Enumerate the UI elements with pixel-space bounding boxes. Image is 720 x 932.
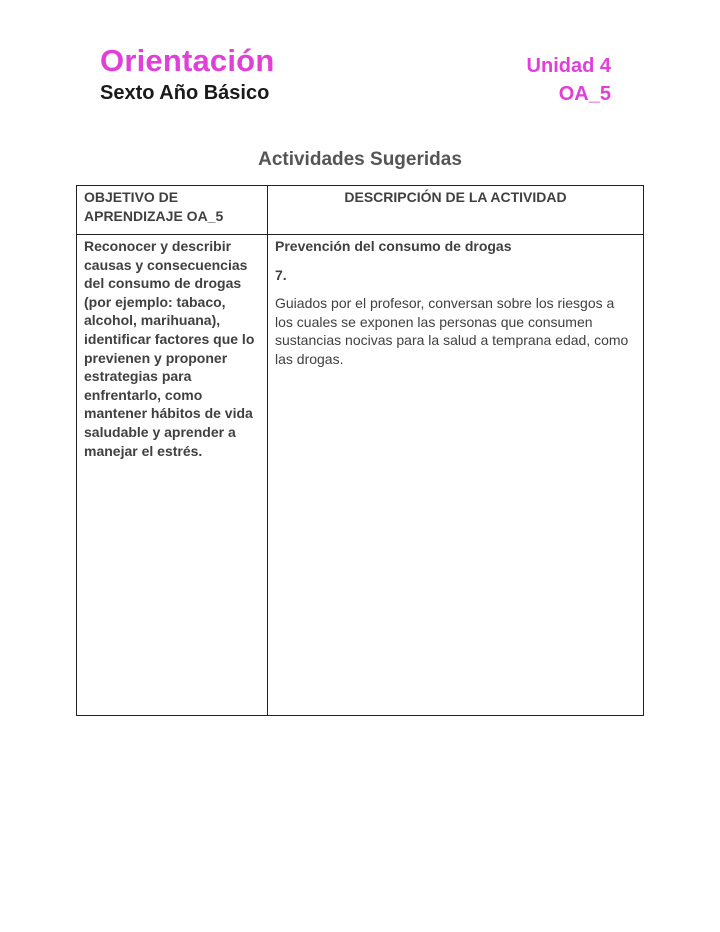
activity-number: 7. (275, 266, 287, 283)
unit-label: Unidad 4 (526, 55, 611, 77)
description-column-header: DESCRIPCIÓN DE LA ACTIVIDAD (268, 186, 644, 235)
table-row (77, 235, 644, 716)
table-header-row (77, 186, 644, 235)
objective-column-header: OBJETIVO DE APRENDIZAJE OA_5 (77, 186, 268, 235)
header-left (100, 42, 274, 106)
objective-cell: Reconocer y describir causas y consecuencias del consumo de drogas (por ejemplo: tabaco, alcohol, marihuana), identificar factores que lo previenen y proponer estrategias para enfrentarlo, como mantener hábitos de vida saludable y aprender a manejar el estrés. (77, 235, 268, 716)
activity-title: Prevención del consumo de drogas (275, 238, 512, 254)
header-right (527, 53, 611, 107)
section-title: Actividades Sugeridas (258, 149, 462, 170)
activity-description: Guiados por el profesor, conversan sobre los riesgos a los cuales se exponen las personas que consumen sustancias nocivas para la salud a temprana edad, como las drogas. (275, 295, 629, 367)
grade-subtitle: Sexto Año Básico (100, 82, 270, 104)
activity-table (76, 185, 644, 716)
subject-title: Orientación (100, 43, 275, 78)
description-cell (268, 235, 644, 716)
oa-code-label: OA_5 (558, 83, 611, 105)
